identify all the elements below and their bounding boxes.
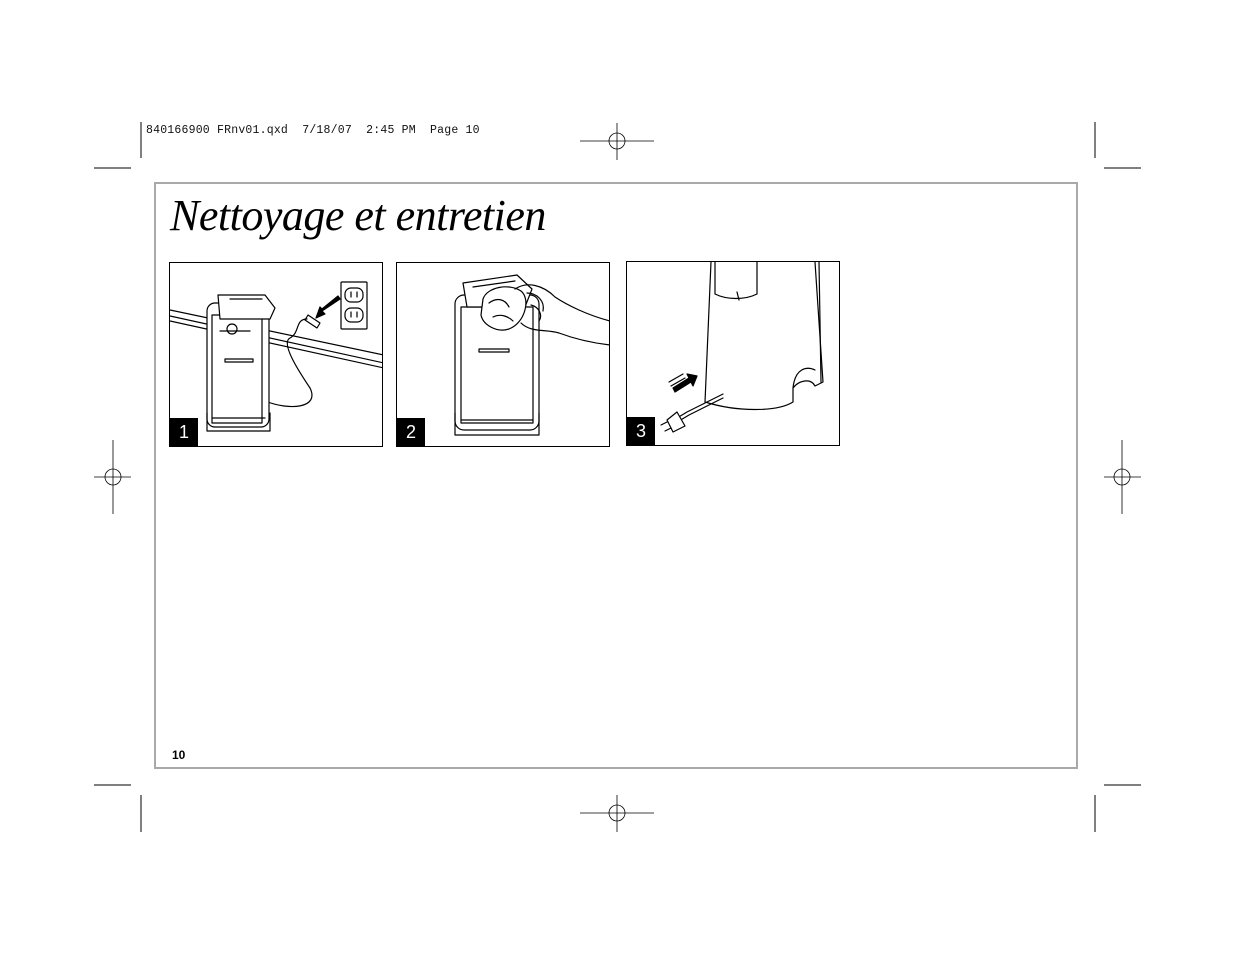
step-number-badge: 3 <box>627 417 655 445</box>
cord-storage-drawing <box>627 262 840 446</box>
step-3-illustration <box>626 261 840 446</box>
step-2-illustration <box>396 262 610 447</box>
step-number-badge: 2 <box>397 418 425 446</box>
unplug-appliance-drawing <box>170 263 383 447</box>
page-title: Nettoyage et entretien <box>170 191 546 240</box>
wipe-appliance-drawing <box>397 263 610 447</box>
step-number-badge: 1 <box>170 418 198 446</box>
print-slug-line: 840166900 FRnv01.qxd 7/18/07 2:45 PM Page 10 <box>146 124 480 137</box>
step-1-illustration <box>169 262 383 447</box>
page-number: 10 <box>172 748 186 762</box>
